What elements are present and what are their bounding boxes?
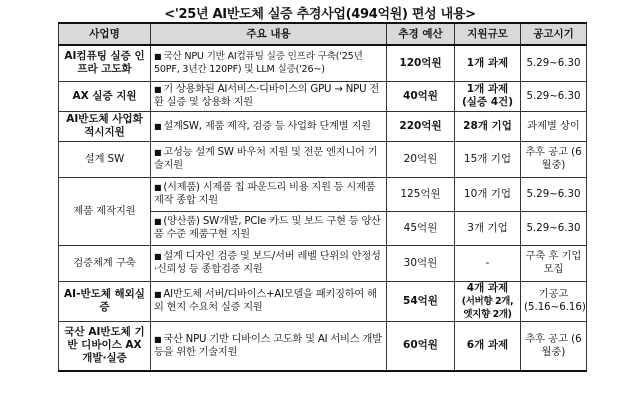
support-scale — [455, 281, 521, 321]
announcement-period: 5.29~6.30 — [521, 177, 587, 211]
project-name: AX 실증 지원 — [59, 81, 151, 111]
main-content — [151, 45, 387, 81]
content-text: AI반도체 서버/디바이스+AI모델을 패키징하여 해외 현지 수요처 실증 지원 — [154, 289, 377, 313]
table-row — [59, 111, 587, 141]
announcement-period: 기공고 (5.16~6.16) — [521, 281, 587, 321]
budget: 40억원 — [387, 81, 455, 111]
support-scale-main: 4개 과제 — [466, 281, 509, 294]
announcement-period: 5.29~6.30 — [521, 211, 587, 245]
budget-table — [58, 22, 587, 372]
table-row — [59, 45, 587, 81]
project-name: 검증체계 구축 — [59, 245, 151, 281]
content-text: 설계SW, 제품 제작, 검증 등 사업화 단계별 지원 — [163, 120, 371, 132]
main-content — [151, 211, 387, 245]
budget: 20억원 — [387, 141, 455, 177]
header-budget: 추경 예산 — [387, 23, 455, 45]
main-content — [151, 281, 387, 321]
project-name: AI-반도체 해외실증 — [59, 281, 151, 321]
table-row — [59, 321, 587, 371]
main-content — [151, 245, 387, 281]
support-scale: 28개 기업 — [455, 111, 521, 141]
content-text: 고성능 설계 SW 바우처 지원 및 전문 엔지니어 기술지원 — [154, 147, 378, 171]
bullet-icon: ■ — [154, 148, 162, 157]
table-header-row — [59, 23, 587, 45]
table-row — [59, 245, 587, 281]
main-content — [151, 177, 387, 211]
announcement-period: 구축 후 기업 모집 — [521, 245, 587, 281]
budget: 45억원 — [387, 211, 455, 245]
bullet-icon: ■ — [154, 290, 162, 299]
content-text: 국산 NPU 기반 디바이스 고도화 및 AI 서비스 개발 등을 위한 기술지원 — [154, 333, 382, 358]
bullet-icon: ■ — [154, 85, 162, 94]
announcement-period: 5.29~6.30 — [521, 45, 587, 81]
budget: 220억원 — [387, 111, 455, 141]
support-scale-detail: (서버향 2개, 엣지향 2개) — [461, 295, 514, 320]
main-content — [151, 141, 387, 177]
announcement-period: 추후 공고 (6월중) — [521, 321, 587, 371]
content-text: (양산품) SW개발, PCIe 카드 및 보드 구현 등 양산품 수준 제품구현 지원 — [154, 216, 381, 240]
bullet-icon: ■ — [154, 52, 162, 62]
support-scale: 1개 과제 — [455, 45, 521, 81]
bullet-icon: ■ — [154, 252, 162, 261]
support-scale: 1개 과제 (실증 4건) — [455, 81, 521, 111]
main-content — [151, 81, 387, 111]
content-text: 설계 디자인 검증 및 보드/서버 레벨 단위의 안정성·신뢰성 등 종합검증 지원 — [154, 251, 381, 275]
header-support-scale: 지원규모 — [455, 23, 521, 45]
support-scale: - — [455, 245, 521, 281]
support-scale: 10개 기업 — [455, 177, 521, 211]
bullet-icon: ■ — [154, 217, 162, 226]
table-row — [59, 81, 587, 111]
budget: 60억원 — [387, 321, 455, 371]
content-text: (시제품) 시제품 칩 파운드리 비용 지원 등 시제품 제작 종합 지원 — [154, 182, 376, 206]
page-title: <'25년 AI반도체 실증 추경사업(494억원) 편성 내용> — [164, 7, 476, 22]
budget: 30억원 — [387, 245, 455, 281]
announcement-period: 과제별 상이 — [521, 111, 587, 141]
budget: 125억원 — [387, 177, 455, 211]
project-name: AI반도체 사업화 적시지원 — [59, 111, 151, 141]
budget: 120억원 — [387, 45, 455, 81]
project-name: 국산 AI반도체 기반 디바이스 AX 개발·실증 — [59, 321, 151, 371]
announcement-period: 추후 공고 (6월중) — [521, 141, 587, 177]
announcement-period: 5.29~6.30 — [521, 81, 587, 111]
project-name: AI컴퓨팅 실증 인프라 고도화 — [59, 45, 151, 81]
content-text: 기 상용화된 AI서비스·디바이스의 GPU → NPU 전환 실증 및 상용화 지원 — [154, 84, 380, 108]
support-scale: 3개 기업 — [455, 211, 521, 245]
budget: 54억원 — [387, 281, 455, 321]
bullet-icon: ■ — [154, 183, 162, 192]
support-scale: 6개 과제 — [455, 321, 521, 371]
support-scale: 15개 기업 — [455, 141, 521, 177]
header-main-content: 주요 내용 — [151, 23, 387, 45]
table-row — [59, 177, 587, 211]
header-project-name: 사업명 — [59, 23, 151, 45]
main-content — [151, 111, 387, 141]
header-announcement-period: 공고시기 — [521, 23, 587, 45]
project-name: 제품 제작지원 — [59, 177, 151, 245]
table-row — [59, 281, 587, 321]
table-row — [59, 141, 587, 177]
content-text: 국산 NPU 기반 AI컴퓨팅 실증 인프라 구축('25년 50PF, 3년간 120PF) 및 LLM 실증('26~) — [154, 51, 363, 76]
main-content — [151, 321, 387, 371]
bullet-icon: ■ — [154, 334, 162, 344]
bullet-icon: ■ — [154, 121, 162, 131]
project-name: 설계 SW — [59, 141, 151, 177]
